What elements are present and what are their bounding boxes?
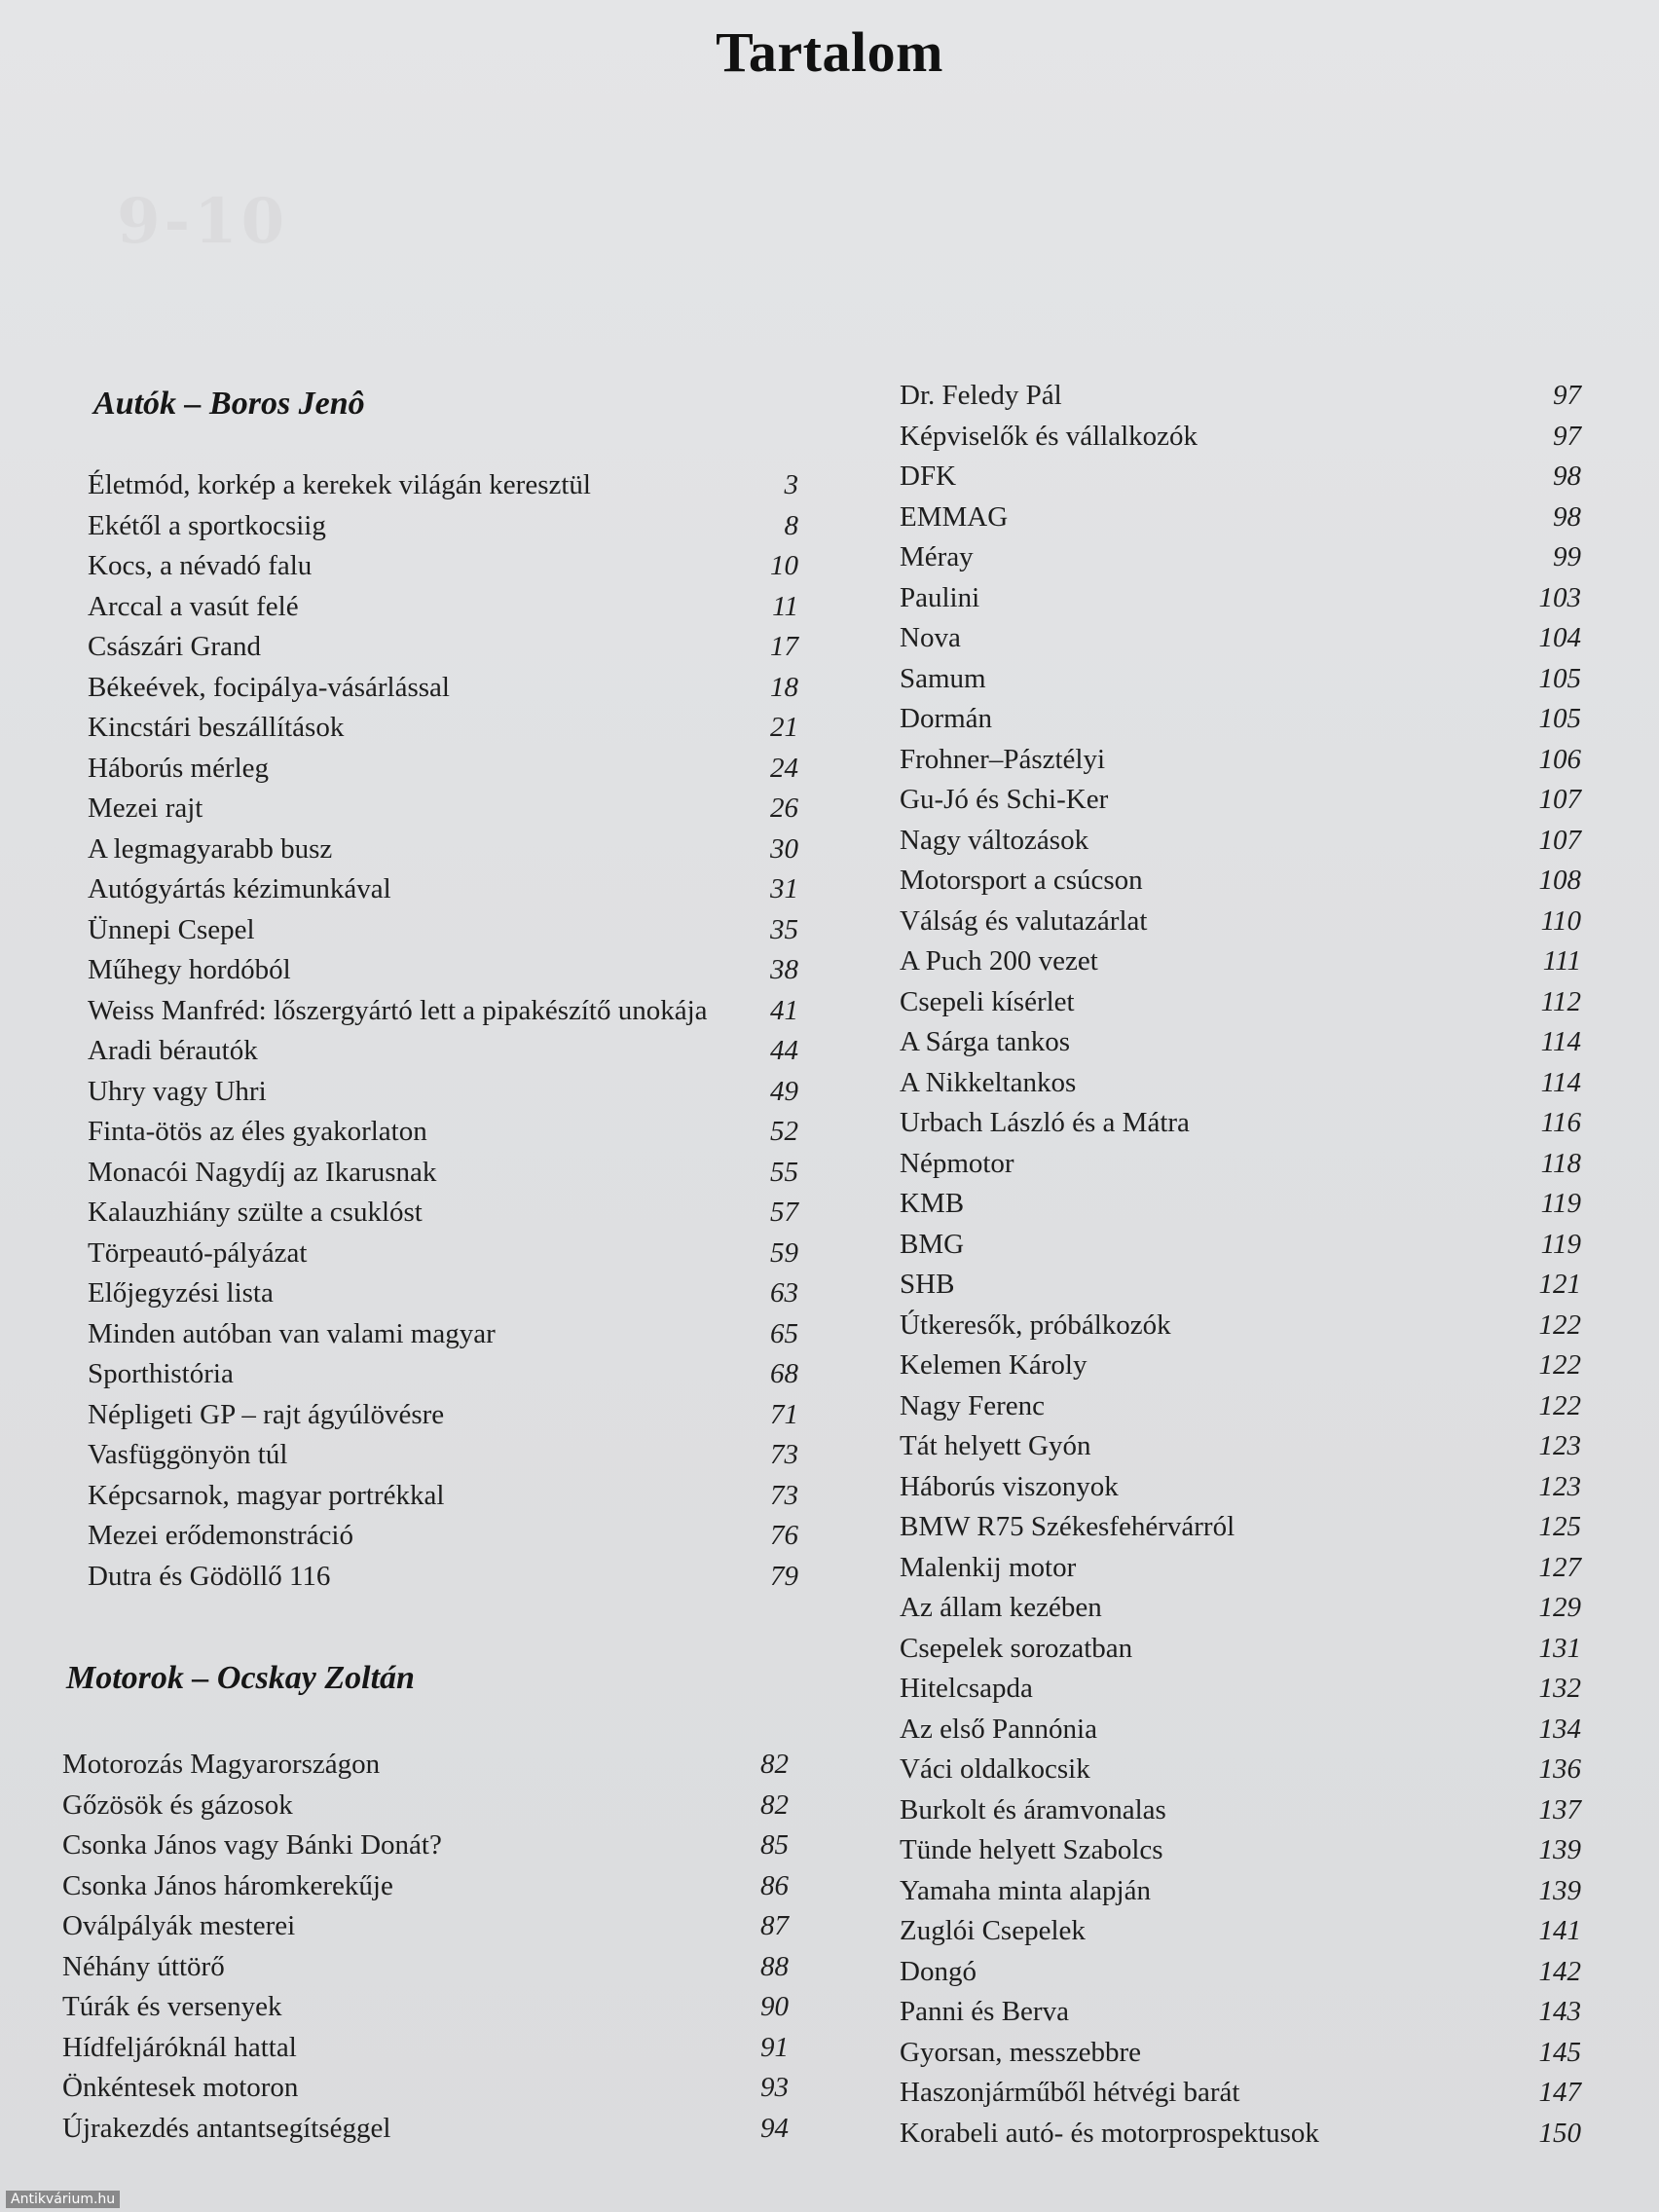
watermark: Antikvárium.hu xyxy=(6,2191,120,2208)
toc-entry-page-number: 91 xyxy=(760,2031,789,2063)
toc-entry-title: Paulini xyxy=(900,581,980,613)
toc-entry-page-number: 93 xyxy=(760,2072,789,2103)
toc-entry xyxy=(900,1588,1581,1629)
toc-entry-page-number: 112 xyxy=(1540,985,1581,1017)
toc-entry xyxy=(62,1825,789,1866)
toc-entry-title: Dr. Feledy Pál xyxy=(900,380,1062,411)
toc-entry-page-number: 107 xyxy=(1538,824,1581,856)
toc-entry xyxy=(88,546,798,587)
toc-entry-page-number: 55 xyxy=(770,1156,798,1188)
toc-entry-page-number: 17 xyxy=(770,631,798,662)
toc-entry-title: Arccal a vasút felé xyxy=(88,590,299,622)
toc-entry-title: A Sárga tankos xyxy=(900,1026,1071,1057)
toc-entry-title: Gu-Jó és Schi-Ker xyxy=(900,784,1109,815)
toc-entry-page-number: 141 xyxy=(1538,1915,1581,1946)
toc-entry-page-number: 99 xyxy=(1553,541,1581,572)
toc-entry xyxy=(900,1386,1581,1427)
toc-entry xyxy=(900,1306,1581,1346)
toc-entry-page-number: 73 xyxy=(770,1439,798,1470)
toc-entry xyxy=(88,950,798,991)
toc-entry xyxy=(62,1866,789,1907)
toc-entry-title: Motorozás Magyarországon xyxy=(62,1749,381,1780)
toc-entry-page-number: 107 xyxy=(1538,784,1581,815)
toc-entry-page-number: 121 xyxy=(1538,1269,1581,1300)
toc-entry-page-number: 147 xyxy=(1538,2077,1581,2108)
toc-entry-title: Népmotor xyxy=(900,1147,1014,1179)
toc-entry-title: Ünnepi Csepel xyxy=(88,913,255,945)
toc-entry-title: Weiss Manfréd: lőszergyártó lett a pipakészítő unokája xyxy=(88,994,708,1026)
toc-entry-page-number: 94 xyxy=(760,2112,789,2144)
toc-entry-page-number: 65 xyxy=(770,1317,798,1349)
toc-entry xyxy=(900,498,1581,538)
toc-entry-page-number: 59 xyxy=(770,1236,798,1269)
toc-entry-title: Néhány úttörő xyxy=(62,1950,225,1982)
toc-entry-title: Vasfüggönyön túl xyxy=(88,1439,288,1470)
toc-entry-page-number: 108 xyxy=(1538,865,1581,896)
toc-entry xyxy=(88,869,798,910)
toc-list-continued xyxy=(900,376,1581,2154)
toc-entry xyxy=(900,1830,1581,1871)
toc-entry-page-number: 98 xyxy=(1553,461,1581,492)
toc-entry xyxy=(88,668,798,709)
toc-entry xyxy=(900,1952,1581,1993)
toc-entry-page-number: 103 xyxy=(1538,581,1581,613)
toc-entry xyxy=(88,708,798,749)
toc-entry-title: Samum xyxy=(900,662,986,694)
toc-entry xyxy=(900,1184,1581,1225)
toc-entry-title: Tünde helyett Szabolcs xyxy=(900,1834,1163,1865)
toc-entry xyxy=(88,587,798,628)
toc-entry xyxy=(900,1467,1581,1508)
toc-entry-title: Uhry vagy Uhri xyxy=(88,1075,267,1107)
toc-entry xyxy=(900,861,1581,902)
toc-entry-title: Malenkij motor xyxy=(900,1551,1077,1583)
toc-entry-title: Gőzösök és gázosok xyxy=(62,1788,293,1821)
toc-entry xyxy=(88,1476,798,1517)
toc-entry-page-number: 82 xyxy=(760,1749,789,1780)
toc-entry-title: Tát helyett Gyón xyxy=(900,1430,1091,1461)
toc-entry-page-number: 49 xyxy=(770,1075,798,1107)
toc-entry-title: Császári Grand xyxy=(88,631,261,662)
toc-entry-page-number: 139 xyxy=(1538,1874,1581,1906)
toc-entry-page-number: 114 xyxy=(1540,1026,1581,1057)
toc-entry xyxy=(900,1426,1581,1467)
toc-entry xyxy=(88,789,798,830)
toc-entry-page-number: 105 xyxy=(1538,703,1581,734)
toc-entry-title: Nagy változások xyxy=(900,824,1089,856)
toc-entry-title: A Puch 200 vezet xyxy=(900,945,1098,977)
toc-entry-page-number: 119 xyxy=(1540,1188,1581,1219)
toc-entry-title: Válság és valutazárlat xyxy=(900,904,1148,937)
toc-entry xyxy=(62,1745,789,1786)
toc-entry xyxy=(900,1871,1581,1912)
toc-entry-title: Képcsarnok, magyar portrékkal xyxy=(88,1479,445,1511)
toc-entry-title: Finta-ötös az éles gyakorlaton xyxy=(88,1116,427,1147)
toc-entry-title: Minden autóban van valami magyar xyxy=(88,1317,496,1349)
toc-entry xyxy=(900,1710,1581,1751)
toc-entry-page-number: 105 xyxy=(1538,662,1581,694)
toc-entry xyxy=(900,417,1581,458)
toc-entry-title: Yamaha minta alapján xyxy=(900,1874,1151,1906)
toc-entry xyxy=(900,1103,1581,1144)
toc-entry-page-number: 30 xyxy=(770,832,798,865)
toc-entry-title: Mezei rajt xyxy=(88,793,203,824)
toc-entry-page-number: 44 xyxy=(770,1035,798,1066)
toc-entry-page-number: 86 xyxy=(760,1869,789,1901)
toc-entry-title: Műhegy hordóból xyxy=(88,954,291,985)
toc-entry xyxy=(88,749,798,790)
toc-entry xyxy=(900,1992,1581,2033)
toc-entry-title: Újrakezdés antantsegítséggel xyxy=(62,2112,391,2144)
toc-entry-title: Képviselők és vállalkozók xyxy=(900,420,1198,452)
toc-entry xyxy=(900,1911,1581,1952)
toc-entry-page-number: 24 xyxy=(770,752,798,784)
toc-entry-page-number: 85 xyxy=(760,1829,789,1861)
toc-entry-page-number: 68 xyxy=(770,1358,798,1389)
toc-entry-page-number: 132 xyxy=(1538,1673,1581,1704)
toc-entry-title: SHB xyxy=(900,1269,955,1300)
toc-entry-title: Az első Pannónia xyxy=(900,1713,1097,1745)
toc-entry-page-number: 90 xyxy=(760,1991,789,2022)
toc-entry-page-number: 87 xyxy=(760,1910,789,1941)
toc-entry-title: Békeévek, focipálya-vásárlással xyxy=(88,671,450,703)
toc-entry-title: Dongó xyxy=(900,1955,977,1987)
toc-entry xyxy=(88,1153,798,1194)
toc-entry-title: Népligeti GP – rajt ágyúlövésre xyxy=(88,1398,445,1430)
toc-entry xyxy=(62,1906,789,1947)
toc-entry-page-number: 97 xyxy=(1553,420,1581,452)
toc-entry-title: Autógyártás kézimunkával xyxy=(88,873,391,904)
toc-entry-page-number: 63 xyxy=(770,1277,798,1309)
toc-entry xyxy=(88,1112,798,1153)
toc-entry-page-number: 11 xyxy=(772,590,798,622)
toc-entry xyxy=(62,1947,789,1988)
toc-entry xyxy=(88,991,798,1032)
toc-entry xyxy=(900,1790,1581,1831)
toc-entry-title: Oválpályák mesterei xyxy=(62,1910,296,1941)
toc-entry-title: Hitelcsapda xyxy=(900,1673,1033,1704)
toc-entry xyxy=(88,627,798,668)
toc-entry xyxy=(900,1063,1581,1104)
toc-entry-page-number: 122 xyxy=(1538,1349,1581,1381)
toc-entry xyxy=(900,578,1581,619)
toc-entry xyxy=(900,659,1581,700)
toc-entry-page-number: 150 xyxy=(1538,2117,1581,2149)
toc-entry-page-number: 41 xyxy=(770,994,798,1026)
toc-entry xyxy=(88,1234,798,1274)
toc-entry-page-number: 35 xyxy=(770,913,798,945)
toc-entry-page-number: 98 xyxy=(1553,500,1581,533)
toc-entry-page-number: 26 xyxy=(770,793,798,824)
toc-list-motorok xyxy=(62,1745,789,2149)
toc-entry-title: Mezei erődemonstráció xyxy=(88,1520,353,1551)
toc-entry-page-number: 111 xyxy=(1542,945,1581,977)
toc-entry-page-number: 134 xyxy=(1538,1713,1581,1745)
toc-entry-title: Csepeli kísérlet xyxy=(900,985,1075,1017)
toc-entry-title: Önkéntesek motoron xyxy=(62,2072,299,2103)
toc-entry-title: Méray xyxy=(900,541,974,572)
toc-entry-title: Urbach László és a Mátra xyxy=(900,1107,1190,1138)
section-heading-autok: Autók – Boros Jenô xyxy=(93,386,365,422)
toc-entry-page-number: 82 xyxy=(760,1788,789,1821)
toc-entry-page-number: 18 xyxy=(770,671,798,703)
toc-entry-page-number: 3 xyxy=(784,469,798,500)
toc-entry-title: Ekétől a sportkocsiig xyxy=(88,509,326,541)
toc-entry xyxy=(900,821,1581,862)
toc-entry-title: Panni és Berva xyxy=(900,1996,1069,2027)
toc-entry xyxy=(900,1346,1581,1386)
toc-entry-page-number: 71 xyxy=(770,1398,798,1430)
toc-entry xyxy=(900,2073,1581,2114)
toc-entry-title: EMMAG xyxy=(900,500,1009,533)
toc-entry xyxy=(900,1548,1581,1589)
toc-entry-page-number: 137 xyxy=(1538,1793,1581,1825)
toc-entry-title: Dutra és Gödöllő 116 xyxy=(88,1560,331,1592)
toc-entry-title: Törpeautó-pályázat xyxy=(88,1236,308,1269)
toc-entry xyxy=(900,1265,1581,1306)
toc-entry-page-number: 125 xyxy=(1538,1511,1581,1542)
toc-entry xyxy=(900,537,1581,578)
toc-entry xyxy=(88,1031,798,1072)
toc-entry xyxy=(900,982,1581,1023)
toc-entry-title: Sporthistória xyxy=(88,1358,234,1389)
toc-entry xyxy=(62,2109,789,2150)
toc-entry-page-number: 122 xyxy=(1538,1309,1581,1341)
toc-entry-page-number: 119 xyxy=(1540,1228,1581,1260)
toc-entry xyxy=(88,465,798,506)
toc-entry xyxy=(900,902,1581,942)
toc-entry-page-number: 139 xyxy=(1538,1834,1581,1865)
toc-entry-title: Korabeli autó- és motorprospektusok xyxy=(900,2117,1319,2149)
toc-entry-title: A legmagyarabb busz xyxy=(88,832,333,865)
toc-entry-page-number: 31 xyxy=(770,873,798,904)
toc-entry-title: Csonka János vagy Bánki Donát? xyxy=(62,1829,442,1861)
toc-entry-title: Útkeresők, próbálkozók xyxy=(900,1309,1171,1341)
toc-entry xyxy=(88,830,798,870)
toc-entry xyxy=(88,1072,798,1113)
toc-entry-page-number: 122 xyxy=(1538,1389,1581,1421)
toc-entry-title: Háborús viszonyok xyxy=(900,1470,1119,1502)
toc-entry xyxy=(88,1395,798,1436)
toc-entry-title: Nova xyxy=(900,622,961,653)
toc-entry-page-number: 76 xyxy=(770,1520,798,1551)
toc-entry xyxy=(900,457,1581,498)
toc-entry-title: Dormán xyxy=(900,703,993,734)
toc-entry-title: Háborús mérleg xyxy=(88,752,270,784)
toc-entry-page-number: 142 xyxy=(1538,1955,1581,1987)
toc-entry-page-number: 10 xyxy=(770,550,798,581)
toc-entry-title: BMW R75 Székesfehérvárról xyxy=(900,1511,1235,1542)
faint-background-number xyxy=(117,185,288,258)
toc-entry-title: Aradi bérautók xyxy=(88,1035,258,1066)
toc-entry-title: Kalauzhiány szülte a csuklóst xyxy=(88,1197,423,1228)
toc-entry-title: Monacói Nagydíj az Ikarusnak xyxy=(88,1156,437,1188)
toc-entry-page-number: 118 xyxy=(1540,1147,1581,1179)
toc-entry-title: Túrák és versenyek xyxy=(62,1991,282,2022)
toc-entry-page-number: 114 xyxy=(1540,1066,1581,1098)
toc-entry-page-number: 116 xyxy=(1540,1107,1581,1138)
toc-entry-title: A Nikkeltankos xyxy=(900,1066,1077,1098)
toc-entry-title: Gyorsan, messzebbre xyxy=(900,2036,1142,2068)
toc-entry-page-number: 57 xyxy=(770,1197,798,1228)
toc-entry-title: DFK xyxy=(900,461,957,492)
toc-entry-title: Csepelek sorozatban xyxy=(900,1632,1133,1664)
toc-entry-title: Haszonjárműből hétvégi barát xyxy=(900,2077,1240,2108)
toc-entry xyxy=(900,1225,1581,1266)
toc-entry-title: KMB xyxy=(900,1188,965,1219)
toc-entry xyxy=(900,1750,1581,1790)
toc-entry xyxy=(88,1193,798,1234)
toc-list-autok xyxy=(88,465,798,1597)
page-title: Tartalom xyxy=(716,20,943,84)
toc-entry-title: Kincstári beszállítások xyxy=(88,712,345,743)
section-heading-motorok: Motorok – Ocskay Zoltán xyxy=(66,1660,415,1696)
toc-entry-page-number: 8 xyxy=(784,509,798,541)
toc-entry-page-number: 110 xyxy=(1540,904,1581,937)
toc-entry xyxy=(900,1144,1581,1185)
toc-entry-page-number: 21 xyxy=(770,712,798,743)
toc-entry-title: Kocs, a névadó falu xyxy=(88,550,313,581)
toc-entry xyxy=(62,1786,789,1826)
toc-entry xyxy=(900,1507,1581,1548)
toc-entry xyxy=(900,699,1581,740)
toc-entry-page-number: 88 xyxy=(760,1950,789,1982)
toc-entry-page-number: 145 xyxy=(1538,2036,1581,2068)
toc-entry-page-number: 97 xyxy=(1553,380,1581,411)
toc-entry-title: Csonka János háromkerekűje xyxy=(62,1869,393,1901)
toc-entry-page-number: 38 xyxy=(770,954,798,985)
toc-entry-title: Zuglói Csepelek xyxy=(900,1915,1086,1946)
toc-entry xyxy=(88,1516,798,1557)
toc-entry xyxy=(900,780,1581,821)
toc-entry xyxy=(62,1987,789,2028)
toc-entry-page-number: 104 xyxy=(1538,622,1581,653)
toc-entry-page-number: 143 xyxy=(1538,1996,1581,2027)
toc-entry xyxy=(88,910,798,951)
toc-entry-page-number: 73 xyxy=(770,1479,798,1511)
toc-entry xyxy=(88,1314,798,1355)
toc-entry xyxy=(88,1435,798,1476)
toc-entry xyxy=(88,1557,798,1598)
toc-entry-page-number: 136 xyxy=(1538,1753,1581,1785)
toc-entry-title: Előjegyzési lista xyxy=(88,1277,274,1309)
toc-entry-title: Nagy Ferenc xyxy=(900,1389,1045,1421)
toc-entry-title: Motorsport a csúcson xyxy=(900,865,1143,896)
toc-entry-title: Az állam kezében xyxy=(900,1592,1102,1623)
toc-entry-title: Kelemen Károly xyxy=(900,1349,1088,1381)
toc-entry xyxy=(900,1629,1581,1670)
toc-entry xyxy=(88,1273,798,1314)
toc-entry-page-number: 52 xyxy=(770,1116,798,1147)
toc-entry-page-number: 129 xyxy=(1538,1592,1581,1623)
toc-entry-page-number: 79 xyxy=(770,1560,798,1592)
toc-entry-page-number: 106 xyxy=(1538,743,1581,775)
toc-entry xyxy=(900,941,1581,982)
toc-entry-page-number: 127 xyxy=(1538,1551,1581,1583)
toc-entry xyxy=(900,740,1581,781)
toc-entry xyxy=(900,2033,1581,2074)
toc-entry-page-number: 123 xyxy=(1538,1430,1581,1461)
toc-entry xyxy=(88,1354,798,1395)
toc-entry xyxy=(62,2068,789,2109)
toc-entry xyxy=(900,1669,1581,1710)
toc-entry xyxy=(900,2114,1581,2155)
toc-entry-title: Hídfeljáróknál hattal xyxy=(62,2031,297,2063)
toc-entry xyxy=(900,618,1581,659)
toc-entry-page-number: 131 xyxy=(1538,1632,1581,1664)
toc-entry xyxy=(900,1022,1581,1063)
toc-entry xyxy=(62,2028,789,2069)
toc-entry-title: Frohner–Pásztélyi xyxy=(900,743,1106,775)
toc-entry-page-number: 123 xyxy=(1538,1470,1581,1502)
toc-entry xyxy=(88,506,798,547)
toc-entry-title: Váci oldalkocsik xyxy=(900,1753,1090,1785)
toc-entry-title: BMG xyxy=(900,1228,965,1260)
toc-entry xyxy=(900,376,1581,417)
toc-entry-title: Életmód, korkép a kerekek világán keresztül xyxy=(88,469,591,500)
toc-entry-title: Burkolt és áramvonalas xyxy=(900,1793,1166,1825)
